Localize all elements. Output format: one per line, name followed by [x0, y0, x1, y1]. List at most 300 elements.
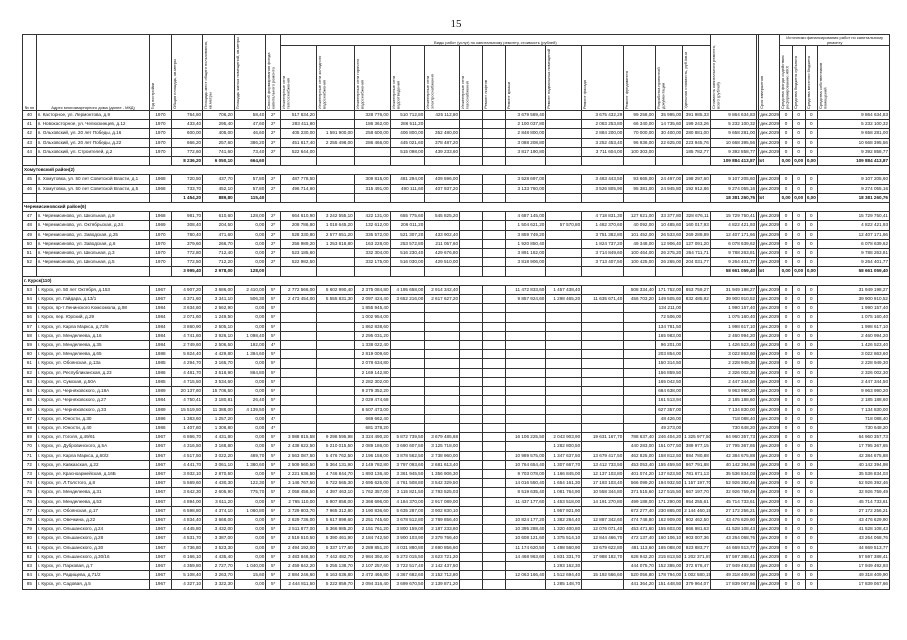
cell-y: 2 228 949,30	[818, 359, 890, 368]
cell-q: 194 932,50	[655, 479, 682, 488]
cell-k	[483, 377, 506, 386]
col-common-area: Площадь мест общего пользования, кв.метры	[203, 41, 213, 109]
cell-p: 499 188,00	[624, 497, 656, 506]
cell-x: 0	[805, 515, 818, 524]
cell-v: 0	[780, 111, 793, 120]
cell-i	[425, 414, 460, 423]
cell-addr: г. Курск, ул. Юности, д.40	[36, 423, 150, 432]
cell-x: 0	[805, 295, 818, 304]
cell-o: 12 137 103,80	[582, 469, 624, 478]
cell-c: 0,00	[234, 258, 266, 267]
col-foundation: Ремонт фундамента	[624, 70, 630, 109]
cell-d: 2*	[266, 175, 281, 184]
cell-n	[546, 111, 582, 120]
cell-a: 772,60	[171, 147, 203, 156]
cell-o: 3 526 805,90	[582, 184, 624, 193]
cell-p: 100 303,00	[624, 147, 656, 156]
cell-no	[23, 267, 37, 276]
cell-p	[624, 304, 656, 313]
cell-q: 72 506,00	[655, 313, 682, 322]
cell-y: 9 864 634,83	[818, 111, 890, 120]
cell-n	[546, 129, 582, 138]
cell-e: 2 519 510,50	[281, 534, 317, 543]
cell-s: 9 274 055,16	[710, 184, 756, 193]
cell-f	[316, 267, 354, 276]
cell-b: 2 978,00	[203, 267, 235, 276]
cell-p: 472 137,40	[624, 534, 656, 543]
cell-u: дек.2029	[759, 469, 780, 478]
cell-f	[316, 313, 354, 322]
cell-m: 12 063 166,40	[506, 571, 546, 580]
cell-q: 14 735,60	[655, 120, 682, 129]
cell-y: 31 949 198,27	[818, 285, 890, 294]
table-row	[23, 368, 890, 377]
cell-s: 44 669 513,77	[710, 543, 756, 552]
cell-x: 0	[805, 359, 818, 368]
cell-f: 5 476 762,50	[316, 451, 354, 460]
cell-j	[460, 561, 483, 570]
cell-r	[683, 313, 711, 322]
cell-d: 5*	[266, 469, 281, 478]
cell-w: 0	[792, 423, 805, 432]
cell-addr: г. Курск, ул. Менделеева, д.65	[36, 350, 150, 359]
cell-d: 5*	[266, 405, 281, 414]
table-row	[23, 304, 890, 313]
cell-d: 2*	[266, 221, 281, 230]
col-year: Год постройки	[150, 82, 156, 109]
cell-m	[506, 442, 546, 451]
cell-w: 0,00	[792, 193, 805, 202]
cell-a: 8 236,20	[171, 157, 203, 166]
cell-b: 3 611,20	[203, 497, 235, 506]
cell-r	[683, 368, 711, 377]
cell-b: 6 050,10	[203, 157, 235, 166]
cell-i	[425, 341, 460, 350]
cell-w: 0	[792, 442, 805, 451]
cell-q: 171 752,00	[655, 285, 682, 294]
cell-y: 109 884 413,87	[818, 157, 890, 166]
cell-c: 0,00	[234, 433, 266, 442]
cell-year: 1968	[150, 184, 171, 193]
cell-addr: г. Курск, ул. Обоянская, д.17	[36, 506, 150, 515]
cell-v: 0	[780, 543, 793, 552]
cell-f: 4 746 844,70	[316, 469, 354, 478]
cell-m: 10 989 575,00	[506, 451, 546, 460]
cell-a: 780,40	[171, 230, 203, 239]
cell-w: 0	[792, 138, 805, 147]
cell-h: 516 230,40	[390, 249, 425, 258]
cell-i: 1 356 906,30	[425, 469, 460, 478]
cell-b: 741,60	[203, 147, 235, 156]
cell-o	[582, 193, 624, 202]
cell-d	[266, 267, 281, 276]
cell-r	[683, 267, 711, 276]
cell-m: 3 817 190,80	[506, 147, 546, 156]
cell-s: 5 232 100,32	[710, 120, 756, 129]
cell-g: 2 196 158,00	[354, 451, 390, 460]
cell-s: 1 998 617,10	[710, 322, 756, 331]
cell-u: дек.2029	[759, 295, 780, 304]
cell-s: 3 022 863,60	[710, 350, 756, 359]
cell-m: 10 395 288,40	[506, 525, 546, 534]
cell-addr: г. Курск, ул. Менделеева, д.35	[36, 341, 150, 350]
cell-v: 0	[780, 479, 793, 488]
cell-i	[425, 313, 460, 322]
cell-no	[23, 193, 37, 202]
cell-w: 0	[792, 479, 805, 488]
cell-o: 12 844 466,70	[582, 534, 624, 543]
document-page	[22, 8, 890, 636]
cell-m	[506, 580, 546, 589]
cell-a: 600,00	[171, 129, 203, 138]
cell-i: 407 937,20	[425, 184, 460, 193]
cell-i	[425, 359, 460, 368]
cell-w: 0	[792, 460, 805, 469]
cell-n	[546, 359, 582, 368]
cell-t: r	[757, 138, 759, 147]
cell-m: 10 608 121,60	[506, 534, 546, 543]
cell-s: 730 648,20	[710, 423, 756, 432]
cell-h: 5 872 739,50	[390, 433, 425, 442]
cell-i: 2 789 856,40	[425, 515, 460, 524]
cell-c: 0,00	[234, 387, 266, 396]
cell-n	[546, 350, 582, 359]
cell-i: 378 487,20	[425, 138, 460, 147]
cell-e: 522 982,50	[281, 258, 317, 267]
cell-h	[390, 304, 425, 313]
cell-e: 283 411,80	[281, 120, 317, 129]
cell-p: 628 942,20	[624, 552, 656, 561]
cell-e	[281, 267, 317, 276]
col-local: Средства местного бюджета	[805, 55, 811, 109]
cell-u: дек.2029	[759, 184, 780, 193]
cell-no: 74	[23, 479, 37, 488]
cell-b: 2 505,10	[203, 322, 235, 331]
cell-d: 5*	[266, 506, 281, 515]
cell-w: 0,00	[792, 267, 805, 276]
cell-w: 0	[792, 525, 805, 534]
cell-q: 134 781,50	[655, 322, 682, 331]
cell-p: 453 471,60	[624, 525, 656, 534]
col-owners: Средства собственников помещений	[818, 62, 828, 109]
cell-f: 5 907 858,00	[316, 497, 354, 506]
cell-year: 1967	[150, 580, 171, 589]
cell-w: 0	[792, 552, 805, 561]
cell-i: 2 142 437,50	[425, 561, 460, 570]
table-row	[23, 451, 890, 460]
cell-u: дек.2029	[759, 304, 780, 313]
cell-year: 1967	[150, 460, 171, 469]
cell-r: 781 671,13	[683, 469, 711, 478]
cell-n: 57 570,80	[546, 221, 582, 230]
cell-t: r	[757, 147, 759, 156]
cell-x: 0	[805, 396, 818, 405]
cell-a: 772,80	[171, 249, 203, 258]
cell-x: 0,00	[805, 193, 818, 202]
col-hot-water: Инженерные сети горячего водоснабжения	[354, 58, 365, 109]
cell-a: 764,60	[171, 111, 203, 120]
cell-x: 0	[805, 322, 818, 331]
cell-x: 0	[805, 313, 818, 322]
cell-i: 2 379 766,40	[425, 534, 460, 543]
cell-no: 79	[23, 525, 37, 534]
cell-c: 469,70	[234, 451, 266, 460]
cell-j	[460, 147, 483, 156]
cell-u: дек.2029	[759, 451, 780, 460]
cell-x: 0	[805, 497, 818, 506]
cell-k	[483, 331, 506, 340]
cell-f	[316, 258, 354, 267]
cell-n	[546, 249, 582, 258]
cell-no: 60	[23, 350, 37, 359]
cell-j	[460, 515, 483, 524]
cell-m	[506, 193, 546, 202]
cell-e: 528 330,80	[281, 230, 317, 239]
cell-k	[483, 313, 506, 322]
cell-e: 522 644,00	[281, 147, 317, 156]
cell-j	[460, 285, 483, 294]
cell-no: 68	[23, 423, 37, 432]
cell-c: 0,00	[234, 534, 266, 543]
cell-s: 9 788 263,81	[710, 249, 756, 258]
cell-q: 161 513,94	[655, 396, 682, 405]
cell-r: 379 964,07	[683, 580, 711, 589]
cell-t: r	[757, 497, 759, 506]
cell-g: 3 324 490,20	[354, 433, 390, 442]
cell-x: 0	[805, 451, 818, 460]
cell-w: 0	[792, 111, 805, 120]
cell-p: 66 340,00	[624, 120, 656, 129]
cell-n	[546, 313, 582, 322]
cell-h: 5 635 287,00	[390, 506, 425, 515]
table-row	[23, 396, 890, 405]
cell-j	[460, 543, 483, 552]
cell-d: 5*	[266, 359, 281, 368]
cell-m: 4 687 145,00	[506, 212, 546, 221]
cell-f: 5 337 177,60	[316, 543, 354, 552]
cell-e	[281, 331, 317, 340]
table-row	[23, 285, 890, 294]
cell-i: 3 152 712,80	[425, 571, 460, 580]
cell-d: 4*	[266, 341, 281, 350]
cell-no: 70	[23, 442, 37, 451]
cell-x: 0	[805, 230, 818, 239]
cell-w: 0	[792, 414, 805, 423]
cell-m: 14 468 963,60	[506, 552, 546, 561]
cell-v: 0	[780, 552, 793, 561]
cell-j	[460, 497, 483, 506]
cell-p: 70 000,00	[624, 129, 656, 138]
cell-e: 2 884 246,60	[281, 571, 317, 580]
cell-n: 1 347 637,50	[546, 451, 582, 460]
cell-q: 171 290,00	[655, 497, 682, 506]
cell-c: 0,00	[234, 580, 266, 589]
cell-o: 12 887 342,60	[582, 515, 624, 524]
cell-year: 1989	[150, 405, 171, 414]
cell-n: 1 282 800,50	[546, 442, 582, 451]
cell-o	[582, 157, 624, 166]
cell-m	[506, 304, 546, 313]
cell-s: 2 326 002,30	[710, 368, 756, 377]
cell-h: 515 098,00	[390, 147, 425, 156]
cell-no: 51	[23, 249, 37, 258]
cell-i: 2 681 613,40	[425, 460, 460, 469]
cell-k	[483, 322, 506, 331]
cell-j	[460, 534, 483, 543]
col-heating: Инженерные сети теплоснабжения	[281, 75, 291, 109]
cell-j	[460, 230, 483, 239]
cell-k	[483, 221, 506, 230]
cell-w: 0	[792, 433, 805, 442]
cell-addr: г. Курск, пер. Юрский, д.29	[36, 313, 150, 322]
cell-c: 0,00	[234, 552, 266, 561]
cell-d	[266, 157, 281, 166]
cell-f: 4 397 463,10	[316, 488, 354, 497]
cell-no: 50	[23, 239, 37, 248]
cell-n	[546, 175, 582, 184]
cell-m: 10 764 654,40	[506, 460, 546, 469]
cell-y: 32 926 759,49	[818, 488, 890, 497]
cell-t: tot	[757, 267, 759, 276]
cell-r: 185 782,77	[683, 147, 711, 156]
cell-w: 0	[792, 350, 805, 359]
cell-n: 1 382 284,40	[546, 515, 582, 524]
cell-c: 0,00	[234, 221, 266, 230]
cell-x: 0	[805, 249, 818, 258]
cell-c: 0,00	[234, 230, 266, 239]
cell-t: r	[757, 258, 759, 267]
cell-c: 115,40	[234, 193, 266, 202]
cell-q: 33 377,80	[655, 212, 682, 221]
cell-year: 1970	[150, 138, 171, 147]
cell-p: 462 825,00	[624, 451, 656, 460]
cell-year: 1967	[150, 285, 171, 294]
cell-d: 5*	[266, 561, 281, 570]
cell-w: 0	[792, 341, 805, 350]
cell-addr: п. Черемисиново, ул. Октябрьская, д.24	[36, 221, 150, 230]
cell-u: дек.2029	[759, 423, 780, 432]
cell-m: 3 528 697,00	[506, 175, 546, 184]
cell-c: 1 060,80	[234, 506, 266, 515]
cell-e	[281, 322, 317, 331]
cell-no: 69	[23, 433, 37, 442]
cell-d: 5*	[266, 396, 281, 405]
cell-j	[460, 479, 483, 488]
cell-o	[582, 405, 624, 414]
cell-m: 2 100 037,80	[506, 120, 546, 129]
cell-r: 160 017,93	[683, 221, 711, 230]
table-row	[23, 138, 890, 147]
cell-o	[582, 387, 624, 396]
cell-w: 0	[792, 285, 805, 294]
cell-d: 5*	[266, 285, 281, 294]
table-row	[23, 331, 890, 340]
table-row	[23, 322, 890, 331]
cell-u: дек.2029	[759, 313, 780, 322]
cell-k	[483, 488, 506, 497]
cell-m: 11 437 177,60	[506, 497, 546, 506]
cell-o: 13 412 733,50	[582, 460, 624, 469]
cell-o	[582, 377, 624, 386]
cell-j	[460, 212, 483, 221]
table-row	[23, 561, 890, 570]
cell-h: 3 678 512,80	[390, 515, 425, 524]
cell-v: 0	[780, 239, 793, 248]
cell-t: r	[757, 396, 759, 405]
cell-i: 2 139 871,20	[425, 580, 460, 589]
cell-q: 684 638,00	[655, 387, 682, 396]
cell-no: 53	[23, 285, 37, 294]
cell-q: 26 275,20	[655, 249, 682, 258]
cell-k	[483, 230, 506, 239]
table-row	[23, 221, 890, 230]
cell-p: 40 092,00	[624, 221, 656, 230]
cell-h	[390, 193, 425, 202]
cell-w: 0	[792, 488, 805, 497]
cell-m	[506, 396, 546, 405]
cell-v: 0	[780, 120, 793, 129]
cell-f	[316, 147, 354, 156]
cell-v: 0	[780, 460, 793, 469]
cell-f: 9 298 595,98	[316, 433, 354, 442]
cell-q: 26 265,00	[655, 258, 682, 267]
cell-year: 1967	[150, 469, 171, 478]
cell-t: r	[757, 534, 759, 543]
cell-o	[582, 322, 624, 331]
cell-x: 0	[805, 571, 818, 580]
cell-d: 5*	[266, 350, 281, 359]
cell-year	[150, 193, 171, 202]
cell-h: 4 367 682,60	[390, 571, 425, 580]
cell-k	[483, 304, 506, 313]
cell-v: 0	[780, 138, 793, 147]
cell-no: 59	[23, 341, 37, 350]
cell-j	[460, 442, 483, 451]
cell-n: 1 453 518,00	[546, 497, 582, 506]
cell-h: 206 011,20	[390, 221, 425, 230]
cell-x: 0	[805, 258, 818, 267]
cell-g: 2 251 745,60	[354, 515, 390, 524]
cell-no	[23, 157, 37, 166]
cell-o	[582, 396, 624, 405]
cell-j	[460, 331, 483, 340]
cell-x: 0	[805, 221, 818, 230]
cell-e: 2 473 454,00	[281, 295, 317, 304]
cell-no: 84	[23, 571, 37, 580]
cell-addr: п. Черемисиново, ул. Заводская, д.25	[36, 230, 150, 239]
sources-group-header: Источники финансирования работ по капитальному ремонту	[780, 35, 890, 46]
table-row	[23, 387, 890, 396]
cell-b: 1 249,50	[203, 313, 235, 322]
cell-u: дек.2029	[759, 433, 780, 442]
cell-q	[655, 147, 682, 156]
cell-i: 545 825,20	[425, 212, 460, 221]
cell-c: 15,60	[234, 571, 266, 580]
cell-s: 49 318 409,90	[710, 571, 756, 580]
cell-k	[483, 405, 506, 414]
cell-addr: г. Курск, ул. Карла Маркса, д.60/2	[36, 451, 150, 460]
cell-year: 1970	[150, 249, 171, 258]
cell-e: 487 778,50	[281, 175, 317, 184]
cell-i: 2 690 856,60	[425, 543, 460, 552]
section-row	[23, 203, 890, 212]
cell-r: 902 462,50	[683, 515, 711, 524]
cell-b: 2 727,70	[203, 561, 235, 570]
cell-no: 62	[23, 368, 37, 377]
cell-e: 451 617,40	[281, 138, 317, 147]
cell-g: 186 362,00	[354, 120, 390, 129]
cell-r	[683, 322, 711, 331]
